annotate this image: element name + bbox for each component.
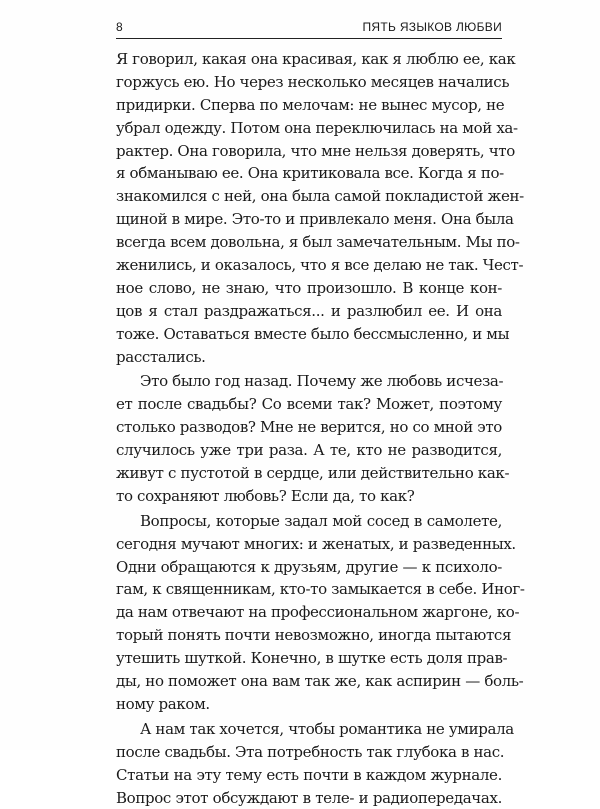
text-line: тоже. Оставаться вместе было бессмысленно, и мы	[116, 323, 502, 346]
text-line: случилось уже три раза. А те, кто не разводится,	[116, 439, 502, 462]
paragraph	[116, 718, 502, 809]
text-line: Вопрос этот обсуждают в теле- и радиопередачах.	[116, 787, 502, 809]
text-line: да нам отвечают на профессиональном жаргоне, ко-	[116, 601, 502, 624]
text-line: цов я стал раздражаться... и разлюбил ее. И она	[116, 300, 502, 323]
paragraph	[116, 370, 502, 507]
text-line: убрал одежду. Потом она переключилась на мой ха-	[116, 117, 502, 140]
text-line: горжусь ею. Но через несколько месяцев начались	[116, 71, 502, 94]
text-line: утешить шуткой. Конечно, в шутке есть доля прав-	[116, 647, 502, 670]
text-line: столько разводов? Мне не верится, но со мной это	[116, 416, 502, 439]
text-line: Я говорил, какая она красивая, как я люблю ее, как	[116, 48, 502, 71]
paragraph	[116, 510, 502, 716]
body-text	[116, 48, 502, 809]
text-line: ды, но поможет она вам так же, как аспирин — боль-	[116, 670, 502, 693]
text-line: ет после свадьбы? Со всеми так? Может, поэтому	[116, 393, 502, 416]
text-line: расстались.	[116, 346, 502, 369]
page-number: 8	[116, 20, 123, 34]
text-line: придирки. Сперва по мелочам: не вынес мусор, не	[116, 94, 502, 117]
text-line: то сохраняют любовь? Если да, то как?	[116, 485, 502, 508]
text-line: Это было год назад. Почему же любовь исчеза-	[116, 370, 502, 393]
text-line: щиной в мире. Это-то и привлекало меня. Она была	[116, 208, 502, 231]
text-line: всегда всем довольна, я был замечательным. Мы по-	[116, 231, 502, 254]
text-line: Одни обращаются к друзьям, другие — к психоло-	[116, 556, 502, 579]
paragraph	[116, 48, 502, 368]
text-line: после свадьбы. Эта потребность так глубока в нас.	[116, 741, 502, 764]
text-line: Статьи на эту тему есть почти в каждом журнале.	[116, 764, 502, 787]
running-title: ПЯТЬ ЯЗЫКОВ ЛЮБВИ	[363, 20, 503, 34]
text-line: знакомился с ней, она была самой покладистой жен-	[116, 185, 502, 208]
text-line: сегодня мучают многих: и женатых, и разведенных.	[116, 533, 502, 556]
text-line: я обманываю ее. Она критиковала все. Когда я по-	[116, 162, 502, 185]
text-line: рактер. Она говорила, что мне нельзя доверять, что	[116, 140, 502, 163]
text-line: Вопросы, которые задал мой сосед в самолете,	[116, 510, 502, 533]
text-line: ное слово, не знаю, что произошло. В конце кон-	[116, 277, 502, 300]
page-header	[116, 18, 502, 39]
text-line: женились, и оказалось, что я все делаю не так. Чест-	[116, 254, 502, 277]
text-line: торый понять почти невозможно, иногда пытаются	[116, 624, 502, 647]
text-line: ному раком.	[116, 693, 502, 716]
text-line: живут с пустотой в сердце, или действительно как-	[116, 462, 502, 485]
text-line: гам, к священникам, кто-то замыкается в себе. Иног-	[116, 578, 502, 601]
text-line: А нам так хочется, чтобы романтика не умирала	[116, 718, 502, 741]
